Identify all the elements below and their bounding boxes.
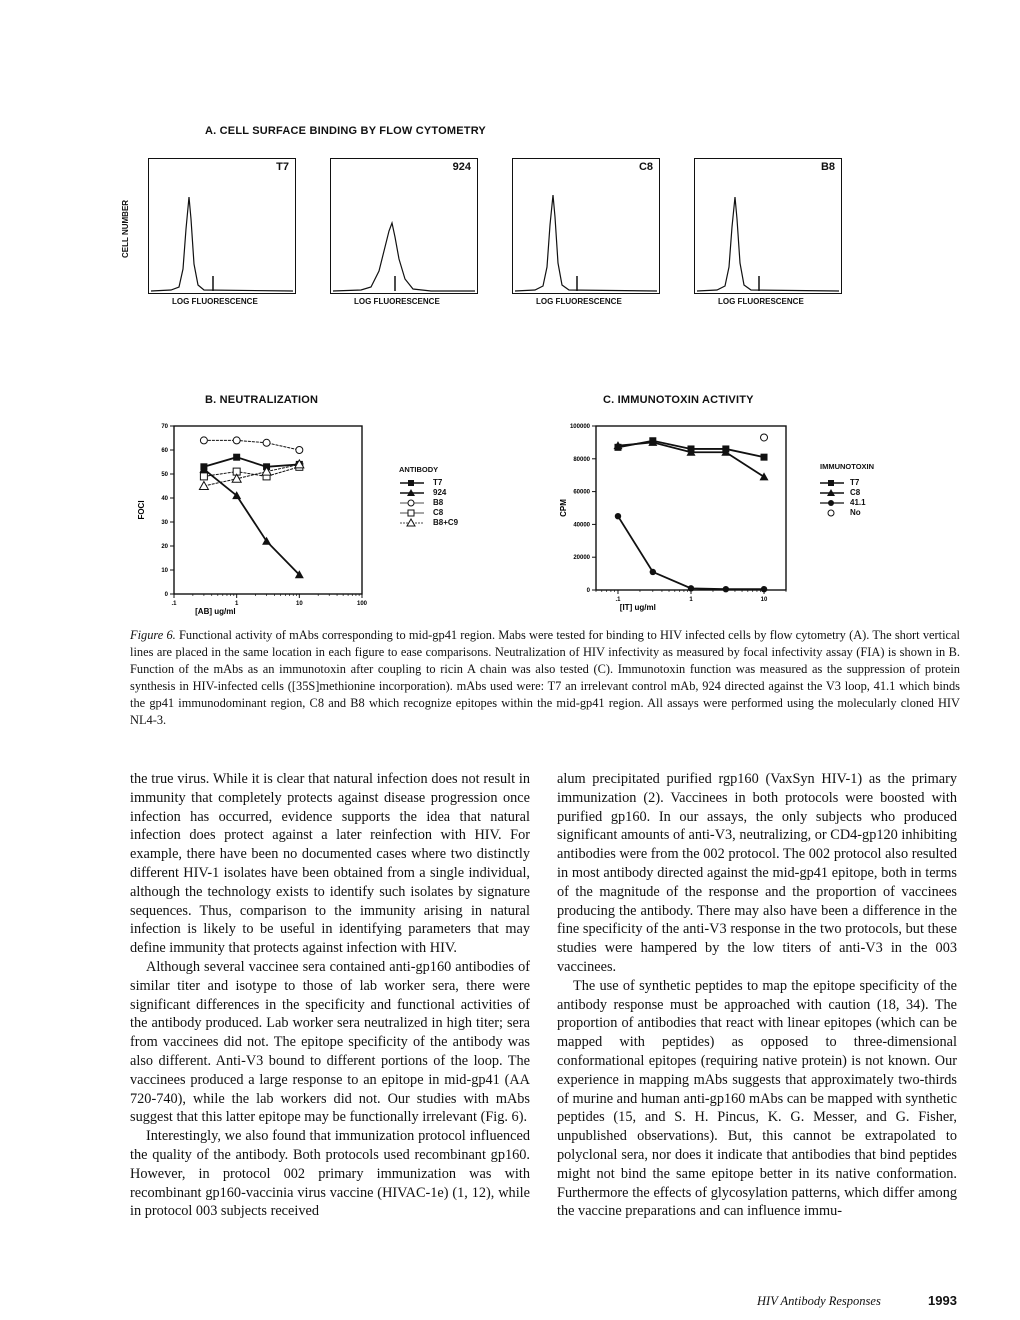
neutralization-series-2-line bbox=[204, 440, 299, 450]
panel-a-title: A. CELL SURFACE BINDING BY FLOW CYTOMETRY bbox=[205, 125, 486, 137]
neutralization-series-1-line bbox=[204, 469, 299, 575]
immunotoxin-ytick-label: 20000 bbox=[573, 555, 590, 562]
immunotoxin-ylabel: CPM bbox=[559, 499, 568, 517]
legend-c-item-no: No bbox=[850, 508, 861, 517]
histogram-b8-label: B8 bbox=[820, 161, 835, 173]
neutralization-ytick-label: 60 bbox=[161, 448, 168, 454]
neutralization-xtick-label: .1 bbox=[171, 601, 177, 607]
immunotoxin-ytick-label: 40000 bbox=[573, 522, 590, 529]
neutralization-series-2-point bbox=[296, 447, 303, 454]
legend-c-item-t7: T7 bbox=[850, 478, 860, 487]
neutralization-series-2-point bbox=[200, 437, 207, 444]
neutralization-ytick-label: 10 bbox=[161, 568, 168, 574]
histogram-924-plot bbox=[331, 159, 477, 293]
histogram-c8-xlabel: LOG FLUORESCENCE bbox=[536, 297, 622, 306]
neutralization-series-0-line bbox=[204, 457, 299, 467]
left-paragraph-3: Interestingly, we also found that immunization protocol influenced the quality of the antibody. Both protocols used recombinant gp160. However, in protocol 002 primary immunization was with recombinant gp160-vaccinia virus vaccine (HIVAC-1e) (1, 12), while in protocol 003 subjects received bbox=[130, 1128, 530, 1220]
legend-b-item-b8c9: B8+C9 bbox=[433, 518, 459, 527]
histogram-t7-plot bbox=[149, 159, 295, 293]
immunotoxin-ytick-label: 100000 bbox=[569, 424, 590, 430]
immunotoxin-xtick-label: 1 bbox=[689, 597, 693, 603]
figure-caption bbox=[130, 627, 960, 729]
immunotoxin-ytick-label: 0 bbox=[586, 588, 590, 594]
legend-c-item-411: 41.1 bbox=[850, 498, 866, 507]
histogram-t7 bbox=[148, 158, 296, 294]
immunotoxin-series-2-point bbox=[761, 586, 767, 592]
immunotoxin-series-2-point bbox=[615, 513, 621, 519]
immunotoxin-series-1-point bbox=[760, 472, 769, 480]
panel-c-title: C. IMMUNOTOXIN ACTIVITY bbox=[603, 394, 754, 406]
neutralization-ylabel: FOCI bbox=[137, 500, 146, 520]
panel-b-title: B. NEUTRALIZATION bbox=[205, 394, 319, 406]
caption-lead: Figure 6. bbox=[130, 628, 176, 642]
caption-text: Functional activity of mAbs corresponding to mid-gp41 region. Mabs were tested for binding to HIV infected cells by flow cytometry (A). The short vertical lines are placed in the same location in each figure to ease comparisons. Neutralization of HIV infectivity as measured by focal infectivity assay (FIA) is shown in B. Function of the mAbs as an immunotoxin after coupling to ricin A chain was also tested (C). Immunotoxin function was measured as the suppression of protein synthesis in HIV-infected cells ([35S]methionine incorporation). mAbs used were: T7 an irrelevant control mAb, 924 directed against the V3 loop, 41.1 which binds the gp41 immunodominant region, C8 and B8 which recognize epitopes within the mid-gp41 region. All assays were performed using the molecularly cloned HIV NL4-3. bbox=[130, 628, 960, 727]
neutralization-series-2-point bbox=[233, 437, 240, 444]
page-number: 1993 bbox=[928, 1293, 957, 1308]
histogram-c8-label: C8 bbox=[638, 161, 653, 173]
histogram-ylabel: CELL NUMBER bbox=[121, 199, 130, 258]
left-paragraph-2: Although several vaccinee sera contained anti-gp160 antibodies of similar titer and isotype to those of lab worker sera, there were significant differences in the specificity and functional activities of the antibody produced. Lab worker sera neutralized in high titer; sera from vaccinees did not. The epitope specificity of the antibody was also different. Anti-V3 bound to different portions of the loop. The vaccinees produced a large response to an epitope in mid-gp41 (AA 720-740), while the lab workers did not. Our studies with mAbs suggest that this latter epitope may be functionally irrelevant (Fig. 6). bbox=[130, 958, 530, 1126]
legend-c-markers bbox=[818, 478, 848, 528]
immunotoxin-series-2-line bbox=[618, 516, 764, 589]
neutralization-xtick-label: 100 bbox=[356, 601, 368, 607]
immunotoxin-ytick-label: 60000 bbox=[573, 489, 590, 496]
histogram-t7-label: T7 bbox=[276, 161, 289, 173]
histogram-924 bbox=[330, 158, 478, 294]
immunotoxin-xtick-label: .1 bbox=[615, 597, 621, 603]
neutralization-series-4-point bbox=[199, 482, 208, 490]
neutralization-xtick-label: 10 bbox=[295, 601, 303, 607]
neutralization-ytick-label: 70 bbox=[161, 424, 168, 430]
immunotoxin-series-2-point bbox=[688, 585, 694, 591]
histogram-b8-plot bbox=[695, 159, 841, 293]
body-right-column bbox=[557, 770, 957, 1221]
right-paragraph-1: alum precipitated purified rgp160 (VaxSyn HIV-1) as the primary immunization (2). Vaccinees in both protocols were boosted with purified gp160. In our assays, the only subjects who produced significant amounts of anti-V3, neutralizing, or CD4-gp120 inhibiting antibodies were from the 002 protocol. The 002 protocol also resulted in most antibody directed against the mid-gp41 epitope, both in terms of the magnitude of the response and the proportion of vaccinees producing the antibody. There may also have been a difference in the fine specificity of the anti-V3 response in the two protocols, but these studies were hampered by the low titers of anti-V3 in the 003 vaccinees. bbox=[557, 771, 957, 975]
immunotoxin-series-2-point bbox=[723, 586, 729, 592]
histogram-924-label: 924 bbox=[452, 161, 471, 173]
neutralization-series-4-line bbox=[204, 464, 299, 486]
neutralization-ytick-label: 0 bbox=[164, 592, 168, 598]
body-left-column bbox=[130, 770, 530, 1221]
immunotoxin-xlabel: [IT] ug/ml bbox=[619, 603, 656, 612]
legend-b-item-c8: C8 bbox=[433, 508, 444, 517]
running-title: HIV Antibody Responses bbox=[757, 1294, 881, 1308]
immunotoxin-xtick-label: 10 bbox=[760, 597, 768, 603]
neutralization-xlabel: [AB] ug/ml bbox=[195, 607, 236, 616]
histogram-t7-xlabel: LOG FLUORESCENCE bbox=[172, 297, 258, 306]
right-paragraph-2: The use of synthetic peptides to map the epitope specificity of the antibody response must be approached with caution (18, 34). The proportion of antibodies that react with linear epitopes (which can be mapped with peptides) as opposed to three-dimensional conformational epitopes (requiring native protein) is not known. Our experience in mapping mAbs suggests that approximately two-thirds of murine and human anti-gp160 mAbs can be mapped with synthetic peptides (15, and S. H. Pincus, K. G. Messer, and G. Fisher, unpublished observations). But, this cannot be extrapolated to polyclonal sera, nor does it indicate that antibodies that bind peptides might not bind the same epitope better in its native conformation. Furthermore the effects of glycosylation patterns, which differ among the vaccine preparations and can influence immu- bbox=[557, 977, 957, 1220]
histogram-c8 bbox=[512, 158, 660, 294]
neutralization-ytick-label: 40 bbox=[161, 496, 168, 502]
immunotoxin-series-3-point bbox=[761, 434, 768, 441]
legend-c-title: IMMUNOTOXIN bbox=[820, 462, 875, 471]
neutralization-chart bbox=[130, 418, 375, 618]
histogram-b8 bbox=[694, 158, 842, 294]
neutralization-series-0-point bbox=[233, 454, 240, 461]
left-paragraph-1: the true virus. While it is clear that natural infection does not result in immunity that completely protects against disease progression once infection has occurred, evidence supports the idea that natural infection does protect against a later reinfection with HIV. For example, there have been no documented cases where two distinctly different HIV-1 isolates have been obtained from a single individual, although the technology exists to identify such isolates by signature sequences. Thus, comparison to the immunity arising in natural infection is likely to be useful in identifying parameters that may define immunity that protects against infection with HIV. bbox=[130, 771, 530, 957]
legend-b-markers bbox=[398, 478, 428, 538]
neutralization-series-2-point bbox=[263, 439, 270, 446]
legend-b-item-t7: T7 bbox=[433, 478, 443, 487]
legend-c-item-c8: C8 bbox=[850, 488, 861, 497]
neutralization-ytick-label: 50 bbox=[161, 472, 168, 478]
neutralization-xtick-label: 1 bbox=[234, 601, 239, 607]
neutralization-ytick-label: 30 bbox=[161, 520, 168, 526]
legend-b-title: ANTIBODY bbox=[399, 465, 439, 474]
immunotoxin-chart bbox=[530, 418, 795, 618]
immunotoxin-series-0-point bbox=[761, 454, 768, 461]
histogram-924-xlabel: LOG FLUORESCENCE bbox=[354, 297, 440, 306]
neutralization-frame bbox=[174, 426, 362, 594]
legend-b-item-924: 924 bbox=[433, 488, 447, 497]
neutralization-ytick-label: 20 bbox=[161, 544, 168, 550]
histogram-c8-plot bbox=[513, 159, 659, 293]
histogram-b8-xlabel: LOG FLUORESCENCE bbox=[718, 297, 804, 306]
immunotoxin-ytick-label: 80000 bbox=[573, 456, 590, 463]
legend-b-item-b8: B8 bbox=[433, 498, 444, 507]
immunotoxin-series-2-point bbox=[650, 569, 656, 575]
neutralization-series-3-point bbox=[200, 473, 207, 480]
